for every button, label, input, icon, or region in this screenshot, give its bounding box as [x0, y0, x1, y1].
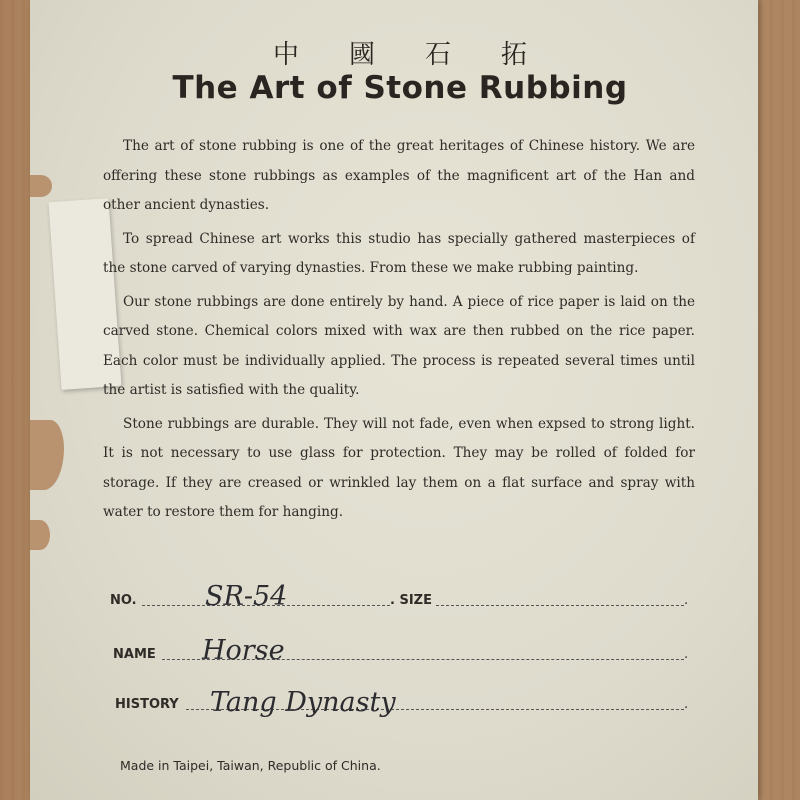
paragraph: The art of stone rubbing is one of the great heritages of Chinese history. We are offering these stone rubbings as examples of the magnificent art of the Han and other ancient dynasties.	[103, 138, 695, 213]
end-dot: .	[684, 647, 689, 662]
chinese-title: 中國石拓	[272, 40, 577, 70]
no-label: NO.	[110, 593, 137, 608]
made-in-footer: Made in Taipei, Taiwan, Republic of China.	[120, 758, 381, 773]
end-dot: .	[684, 593, 689, 608]
no-value: SR-54	[205, 581, 288, 612]
size-label: . SIZE	[390, 593, 432, 608]
history-row	[110, 684, 690, 718]
paragraph: Our stone rubbings are done entirely by hand. A piece of rice paper is laid on the carved stone. Chemical colors mixed with wax are then rubbed on the rice paper. Each color must be individually applied. The process is repeated several times until the artist is satisfied with the quality.	[103, 293, 695, 398]
name-row	[110, 634, 690, 664]
no-size-row	[110, 580, 690, 610]
name-value: Horse	[202, 635, 285, 666]
history-label: HISTORY	[115, 697, 179, 712]
torn-edge	[30, 520, 50, 550]
paragraph: Stone rubbings are durable. They will not fade, even when expsed to strong light. It is not necessary to use glass for protection. They may be rolled of folded for storage. If they are creased or wrinkled lay them on a flat surface and spray with water to restore them for hanging.	[103, 415, 695, 520]
end-dot: .	[684, 697, 689, 712]
body-text	[103, 132, 695, 532]
page-title: The Art of Stone Rubbing	[172, 70, 628, 106]
torn-edge	[30, 175, 52, 197]
history-value: Tang Dynasty	[210, 687, 396, 718]
name-label: NAME	[113, 647, 156, 662]
paragraph: To spread Chinese art works this studio has specially gathered masterpieces of the stone carved of varying dynasties. From these we make rubbing painting.	[103, 230, 695, 276]
size-line	[436, 605, 684, 606]
